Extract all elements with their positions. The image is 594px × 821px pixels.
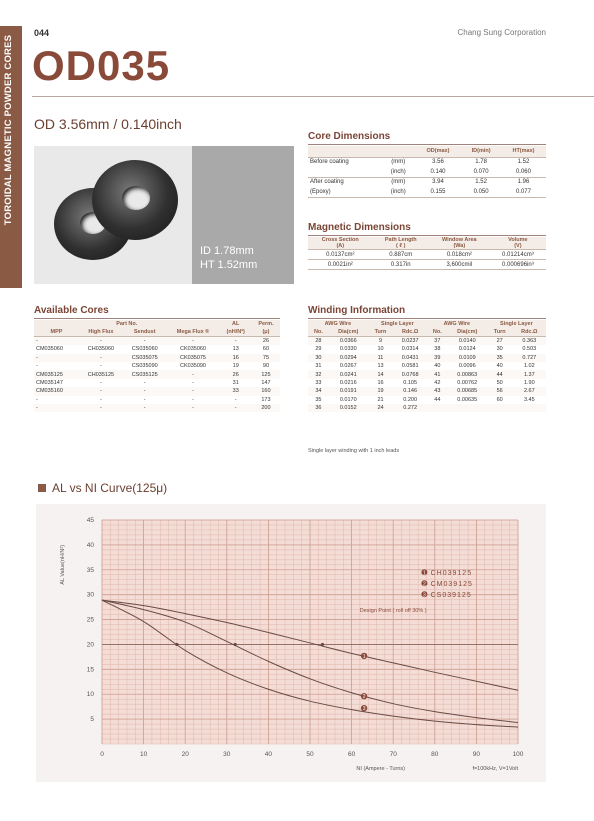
y-tick-label: 5	[90, 716, 94, 724]
table-row: - - - - - 26	[34, 337, 280, 345]
col-header: Dia(cm)	[457, 329, 478, 336]
table-row: 0.0021in² 0.317in 3,600cmil 0.000696in³	[308, 260, 546, 270]
table-row: 31 0.0267 13 0.0581 40 0.0096 40 1.02	[315, 363, 535, 370]
x-tick-label: 10	[139, 751, 148, 758]
table-row: 30 0.0294 11 0.0431 39 0.0109 35 0.727	[308, 354, 546, 362]
x-tick-label: 90	[472, 751, 481, 758]
table-row: 29 0.0330 10 0.0314 38 0.0124 30 0.503	[315, 346, 537, 353]
available-cores-title: Available Cores	[34, 305, 109, 316]
col-header: Path Length ( ℓ )	[373, 237, 429, 250]
toroid-core-image	[92, 160, 178, 240]
winding-info-title: Winding Information	[308, 305, 406, 316]
design-point-dot	[234, 643, 237, 646]
table-row: (Epoxy) (inch) 0.155 0.050 0.077	[308, 187, 546, 197]
col-header: Mega Flux ®	[176, 329, 210, 336]
winding-info-table	[308, 320, 546, 412]
part-no-header: Part No.	[116, 321, 138, 328]
col-header: Window Area (Wa)	[429, 237, 490, 250]
title-divider	[32, 96, 594, 97]
x-tick-label: 30	[223, 751, 231, 758]
table-row: - - CS035075 CK035075 16 75	[34, 354, 280, 362]
col-header: AWG Wire	[324, 321, 352, 328]
section-divider	[308, 235, 546, 236]
table-row: - - CS035090 CK035090 19 90	[36, 363, 270, 370]
legend-marker-label: 1	[423, 570, 426, 577]
col-header: Cross Section (A)	[308, 237, 373, 250]
table-row: After coating (mm) 3.94 1.52 1.96	[310, 179, 530, 186]
x-tick-label: 60	[347, 751, 356, 758]
table-row: 36 0.0152 24 0.272	[308, 404, 546, 412]
col-header: Rdc.Ω	[401, 329, 419, 336]
y-tick-label: 40	[86, 541, 94, 549]
col-header: OD(max)	[415, 146, 462, 157]
curve-section-title: AL vs NI Curve(125μ)	[52, 481, 168, 495]
table-row: - - - - - 200	[34, 404, 280, 412]
company-name: Chang Sung Corporation	[457, 28, 546, 37]
col-header: No.	[313, 329, 323, 336]
size-subtitle: OD 3.56mm / 0.140inch	[34, 116, 182, 132]
x-tick-label: 20	[181, 751, 189, 758]
x-axis-label: NI (Ampere - Turns)	[356, 766, 406, 772]
y-tick-label: 10	[86, 691, 94, 699]
core-dimensions-table	[308, 146, 546, 198]
photo-ht-text: HT 1.52mm	[200, 259, 258, 271]
series-marker-label: 3	[362, 706, 366, 713]
al-header: AL	[232, 321, 240, 328]
y-tick-label: 30	[86, 591, 94, 599]
core-photo	[34, 146, 192, 284]
x-tick-label: 100	[512, 751, 524, 758]
col-header: Single Layer	[500, 321, 533, 328]
section-divider	[308, 318, 546, 319]
legend-marker-label: 3	[423, 592, 426, 599]
table-row: - - - - - 173	[36, 396, 271, 403]
core-dimensions-title: Core Dimensions	[308, 131, 391, 142]
x-tick-label: 50	[306, 751, 314, 758]
col-header: Single Layer	[381, 321, 414, 328]
table-row: 35 0.0170 21 0.200 44 0.00635 60 3.45	[315, 396, 535, 403]
col-header: No.	[432, 329, 442, 336]
y-tick-label: 15	[86, 666, 94, 674]
photo-dimensions-panel	[192, 146, 294, 284]
col-header: Turn	[374, 329, 387, 336]
y-tick-label: 25	[86, 616, 94, 624]
series-marker-label: 1	[362, 653, 366, 660]
section-divider	[308, 144, 546, 145]
col-header: Sendust	[133, 329, 156, 336]
al-vs-ni-chart	[36, 504, 546, 782]
legend-marker-label: 2	[423, 581, 426, 588]
col-header: AWG Wire	[443, 321, 471, 328]
x-tick-label: 70	[389, 751, 397, 758]
chart-panel	[36, 504, 546, 782]
series-marker-label: 2	[362, 694, 366, 701]
perm-header: Perm.	[258, 321, 274, 328]
x-tick-label: 80	[431, 751, 439, 758]
col-header: Turn	[493, 329, 506, 336]
section-bullet	[38, 484, 46, 492]
photo-id-text: ID 1.78mm	[200, 245, 254, 257]
y-tick-label: 20	[86, 641, 94, 649]
table-row: 32 0.0241 14 0.0768 41 0.00863 44 1.37	[308, 370, 546, 378]
legend-entry: CM039125	[430, 580, 473, 588]
winding-note: Single layer winding with 1 inch leads	[308, 448, 400, 454]
col-header: MPP	[50, 329, 63, 336]
page-number: 044	[34, 28, 50, 38]
x-tick-label: 0	[100, 751, 104, 758]
y-tick-label: 35	[86, 566, 94, 574]
condition-label: f=100kHz, V=1Volt	[472, 766, 518, 772]
col-header: Volume (V)	[490, 237, 546, 250]
section-divider	[34, 318, 280, 319]
legend-entry: CS039125	[430, 591, 472, 599]
table-row: CM035147 - - - 31 147	[36, 379, 271, 386]
col-header: (μ)	[262, 329, 270, 336]
design-point-dot	[175, 643, 178, 646]
x-tick-label: 40	[264, 751, 273, 758]
col-header: HT(max)	[501, 146, 546, 157]
table-row: 33 0.0216 16 0.105 42 0.00762 50 1.90	[315, 379, 535, 386]
magnetic-dimensions-table	[308, 237, 546, 270]
table-row: CM035160 - - - 33 160	[34, 387, 280, 395]
design-point-dot	[321, 643, 324, 646]
table-row: CM035060 CH035060 CS035060 CK035060 13 60	[36, 346, 270, 353]
table-row: 28 0.0366 9 0.0237 37 0.0140 27 0.363	[308, 337, 546, 345]
magnetic-dimensions-title: Magnetic Dimensions	[308, 222, 411, 233]
design-point-label: Design Point ( roll off 30% )	[359, 608, 427, 615]
col-header: ID(min)	[461, 146, 501, 157]
side-tab-label: TOROIDAL MAGNETIC POWDER CORES	[3, 34, 14, 226]
col-header: High Flux	[88, 329, 114, 336]
legend-entry: CH039125	[430, 569, 473, 577]
available-cores-table	[34, 320, 280, 412]
col-header: Dia(cm)	[338, 329, 359, 336]
col-header: (nH/N²)	[226, 329, 245, 336]
table-row: (inch) 0.140 0.070 0.060	[308, 167, 546, 177]
col-header: Rdc.Ω	[521, 329, 538, 336]
table-row: 34 0.0191 19 0.146 43 0.00685 56 2.67	[308, 387, 546, 395]
y-axis-label: AL Value(nH/N²)	[60, 544, 66, 585]
table-row: CM035125 CH035125 CS035125 - 26 125	[34, 370, 280, 378]
y-tick-label: 45	[86, 517, 94, 524]
page-title: OD035	[32, 42, 171, 89]
table-row: 0.0137cm² 0.887cm 0.018cm² 0.01214cm³	[308, 250, 546, 260]
table-row: Before coating (mm) 3.56 1.78 1.52	[310, 159, 530, 166]
